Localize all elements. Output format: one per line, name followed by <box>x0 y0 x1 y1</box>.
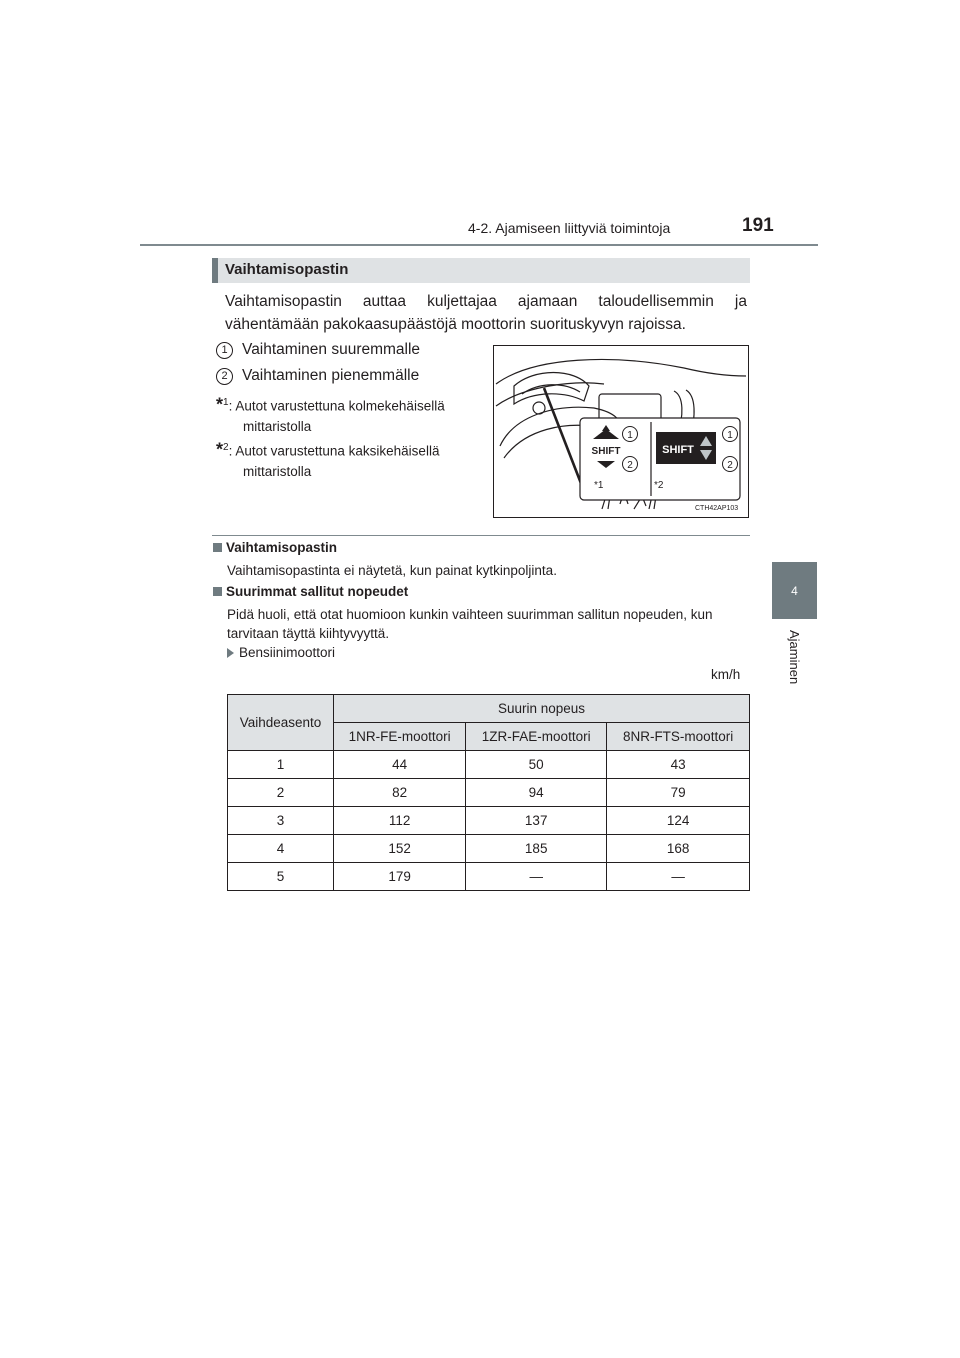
intro-paragraph: Vaihtamisopastin auttaa kuljettajaa ajamaan taloudellisemmin ja vähentämään pakokaasupäästöjä moottorin suorituskyvyn rajoissa. <box>225 293 747 333</box>
triangle-bullet-icon <box>227 648 234 658</box>
table-cell: 1 <box>228 751 334 779</box>
table-cell: 185 <box>466 835 607 863</box>
max-speed-table <box>227 694 750 891</box>
column-header-group: Suurin nopeus <box>334 695 750 723</box>
table-cell: 112 <box>334 807 466 835</box>
list-item <box>216 367 419 385</box>
table-cell: 179 <box>334 863 466 891</box>
section-title: Vaihtamisopastin <box>225 261 349 278</box>
table-row <box>228 835 750 863</box>
list-item <box>216 341 420 359</box>
marker-2: 2 <box>627 460 633 471</box>
subsection-heading-text: Vaihtamisopastin <box>226 540 338 555</box>
footnote <box>216 393 476 437</box>
star-2-label: *2 <box>654 480 664 491</box>
table-cell: 4 <box>228 835 334 863</box>
footnote-text: : Autot varustettuna kolmekehäisellä <box>228 398 445 414</box>
square-bullet-icon <box>213 543 222 552</box>
table-cell: 3 <box>228 807 334 835</box>
shift-label-2-ring: SHIFT <box>662 444 694 456</box>
table-cell: 44 <box>334 751 466 779</box>
footnote-text-cont: mittaristolla <box>243 463 312 479</box>
table-row <box>228 751 750 779</box>
column-header-engine: 8NR-FTS-moottori <box>607 723 750 751</box>
shift-label-3-ring: SHIFT <box>591 446 621 457</box>
table-cell: 50 <box>466 751 607 779</box>
page-number: 191 <box>742 215 774 236</box>
column-header-gear: Vaihdeasento <box>228 695 334 751</box>
table-cell: — <box>466 863 607 891</box>
running-header-section: 4-2. Ajamiseen liittyviä toimintoja <box>468 220 671 236</box>
marker-1: 1 <box>627 430 633 441</box>
subsection-text: Vaihtamisopastinta ei näytetä, kun painat kytkinpoljinta. <box>227 563 557 578</box>
square-bullet-icon <box>213 587 222 596</box>
table-cell: 168 <box>607 835 750 863</box>
table-cell: 152 <box>334 835 466 863</box>
table-row <box>228 807 750 835</box>
footnote-text: : Autot varustettuna kaksikehäisellä <box>228 443 440 459</box>
footnote-star: * <box>216 439 224 460</box>
marker-2: 2 <box>727 460 733 471</box>
subsection-text: Pidä huoli, että otat huomioon kunkin vaihteen suurimman sallitun nopeuden, kun tarvitaan täyttä kiihtyvyyttä. <box>227 607 713 641</box>
table-cell: 43 <box>607 751 750 779</box>
table-cell: 2 <box>228 779 334 807</box>
table-cell: — <box>607 863 750 891</box>
table-cell: 94 <box>466 779 607 807</box>
column-header-engine: 1NR-FE-moottori <box>334 723 466 751</box>
engine-type-bullet <box>227 645 335 660</box>
illustration-code: CTH42AP103 <box>695 505 739 512</box>
footnote-number: 1 <box>223 397 229 408</box>
unit-label: km/h <box>711 667 741 682</box>
header-rule <box>140 244 818 246</box>
footnote-number: 2 <box>223 442 229 453</box>
table-cell: 137 <box>466 807 607 835</box>
shift-indicator-illustration <box>493 345 749 518</box>
table-cell: 79 <box>607 779 750 807</box>
footnote-text-cont: mittaristolla <box>243 418 312 434</box>
footnote-star: * <box>216 394 224 415</box>
column-header-engine: 1ZR-FAE-moottori <box>466 723 607 751</box>
number-marker: 2 <box>216 368 233 385</box>
table-cell: 82 <box>334 779 466 807</box>
section-divider <box>212 535 750 536</box>
subsection-heading <box>213 584 408 599</box>
engine-type-label: Bensiinimoottori <box>239 645 336 660</box>
section-title-accent <box>212 258 218 283</box>
subsection-heading <box>213 540 337 555</box>
dashboard-drawing <box>494 346 748 517</box>
footnote <box>216 438 476 482</box>
table-cell: 5 <box>228 863 334 891</box>
number-marker: 1 <box>216 342 233 359</box>
subsection-heading-text: Suurimmat sallitut nopeudet <box>226 584 409 599</box>
chapter-number: 4 <box>791 584 798 598</box>
marker-1: 1 <box>727 430 733 441</box>
chapter-tab <box>772 562 817 619</box>
list-item-text: Vaihtaminen suuremmalle <box>242 341 421 358</box>
list-item-text: Vaihtaminen pienemmälle <box>242 367 420 384</box>
table-row <box>228 779 750 807</box>
table-cell: 124 <box>607 807 750 835</box>
table-row <box>228 863 750 891</box>
star-1-label: *1 <box>594 480 604 491</box>
chapter-label: Ajaminen <box>787 630 802 685</box>
